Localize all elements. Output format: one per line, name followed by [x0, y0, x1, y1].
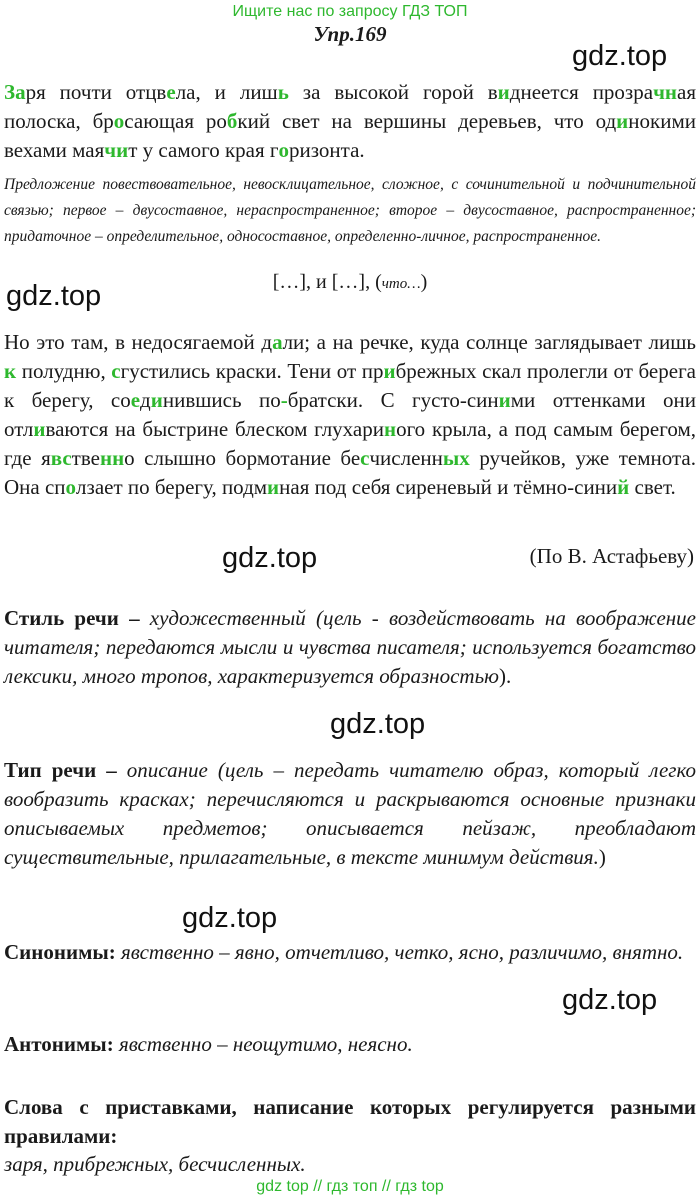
- synonyms-text: явственно – явно, отчетливо, четко, ясно, различимо, внятно.: [115, 940, 684, 964]
- synonyms-label: Синонимы:: [4, 940, 116, 964]
- style-label: Стиль речи –: [4, 606, 140, 630]
- highlight: а: [272, 330, 283, 354]
- highlight: и: [267, 475, 280, 499]
- text-run: лзает по берегу, подм: [76, 475, 268, 499]
- text-run: ризонта.: [289, 138, 365, 162]
- watermark-4: gdz.top: [330, 708, 426, 740]
- watermark-5: gdz.top: [182, 902, 278, 934]
- text-run: нившись по: [162, 388, 281, 412]
- text-run: Но это там, в недосягаемой д: [4, 330, 273, 354]
- footer-links[interactable]: gdz top // гдз топ // гдз top: [256, 1178, 444, 1195]
- text-run: свет.: [629, 475, 676, 499]
- antonyms-label: Антонимы:: [4, 1032, 114, 1056]
- text-run: днеется прозра: [509, 80, 654, 104]
- scheme-close: ): [420, 271, 428, 293]
- text-run: ла, и лиш: [175, 80, 278, 104]
- highlight: е: [130, 388, 141, 412]
- highlight: ь: [277, 80, 289, 104]
- highlight: о: [113, 109, 125, 133]
- scheme-word: что…: [381, 276, 421, 292]
- exercise-title: Упр.169: [313, 22, 387, 46]
- text-run: полудню,: [16, 359, 112, 383]
- highlight: е: [166, 80, 176, 104]
- highlight: б: [226, 109, 238, 133]
- style-end: ).: [498, 664, 512, 688]
- highlight: и: [116, 138, 129, 162]
- type-description: (цель – передать читателю образ, который легко вообразить красках; перечисляются и раскрываются основные признаки описываемых предметов; описывается пейзаж, преобладают существительные, прилагательные, в тексте минимум действия.: [4, 758, 696, 869]
- text-run: сающая ро: [124, 109, 227, 133]
- highlight: и: [150, 388, 163, 412]
- author-credit: (По В. Астафьеву): [529, 544, 694, 568]
- antonyms: [4, 1030, 696, 1059]
- text-run: о слышно бормотание бе: [124, 446, 361, 470]
- text-run: ная под себя сиреневый и тёмно-сини: [279, 475, 618, 499]
- text-run: ручейков, уже темнота. Она сп: [4, 446, 697, 499]
- style-description: (цель - воздействовать на воображение читателя; передаются мысли и чувства писателя; используется богатство лексики, много тропов, характеризуется образностью: [4, 606, 696, 688]
- highlight: и: [498, 388, 511, 412]
- text-run: ли; а на речке, куда солнце заглядывает лишь: [282, 330, 696, 354]
- text-paragraph-1: [4, 78, 696, 165]
- text-run: ая полоска, бр: [4, 80, 696, 133]
- highlight: н: [383, 417, 397, 441]
- highlight: вс: [50, 446, 72, 470]
- text-run: братски. С густо-син: [287, 388, 499, 412]
- highlight: и: [383, 359, 396, 383]
- speech-type: [4, 756, 696, 872]
- watermark-6: gdz.top: [562, 984, 658, 1016]
- text-run: ми оттенками они отл: [4, 388, 696, 441]
- highlight: о: [278, 138, 290, 162]
- highlight: З: [4, 80, 16, 104]
- type-end: ): [598, 845, 606, 869]
- highlight: а: [15, 80, 26, 104]
- highlight: ч: [104, 138, 117, 162]
- speech-style: [4, 604, 696, 691]
- prefixes-text: заря, прибрежных, бесчисленных.: [4, 1152, 306, 1176]
- antonyms-tail: неощутимо, неясно.: [232, 1032, 413, 1056]
- text-run: т у самого края г: [128, 138, 279, 162]
- highlight: чн: [653, 80, 678, 104]
- watermark-2: gdz.top: [6, 280, 102, 312]
- highlight: и: [616, 109, 629, 133]
- style-value: художественный: [139, 606, 306, 630]
- text-run: д: [140, 388, 151, 412]
- type-label: Тип речи –: [4, 758, 117, 782]
- highlight: -: [280, 388, 288, 412]
- watermark-3: gdz.top: [222, 542, 318, 574]
- prefix-words-heading: [4, 1093, 696, 1151]
- text-run: за высокой горой в: [288, 80, 498, 104]
- text-run: кий свет на вершины деревьев, что од: [237, 109, 617, 133]
- highlight: о: [65, 475, 77, 499]
- scheme-main: […], и […], (: [272, 271, 382, 293]
- text-run: брежных скал пролегли от берега к берегу, со: [4, 359, 697, 412]
- watermark-1: gdz.top: [572, 40, 668, 72]
- sentence-analysis: Предложение повествовательное, невосклицательное, сложное, с сочинительной и подчинительной связью; первое – двусоставное, нераспространенное; второе – двусоставное, распространенное; придаточное – определительное, односоставное, определенно-личное, распространенное.: [4, 176, 696, 245]
- highlight: с: [111, 359, 121, 383]
- text-run: ого крыла, а под самым берегом, где я: [4, 417, 696, 470]
- prefix-words: [4, 1150, 696, 1179]
- antonyms-text: явственно –: [113, 1032, 233, 1056]
- text-run: нокими вехами мая: [4, 109, 696, 162]
- text-run: тве: [71, 446, 100, 470]
- highlight: й: [617, 475, 630, 499]
- highlight: к: [4, 359, 17, 383]
- synonyms: [4, 938, 696, 967]
- text-paragraph-2: [4, 328, 696, 502]
- highlight: и: [497, 80, 510, 104]
- type-value: описание: [116, 758, 208, 782]
- sentence-scheme: [0, 271, 700, 294]
- highlight: нн: [99, 446, 125, 470]
- text-run: ваются на быстрине блеском глухари: [45, 417, 384, 441]
- text-run: ря почти отцв: [25, 80, 167, 104]
- prefixes-label: Слова с приставками, написание которых регулируется разными правилами:: [4, 1095, 696, 1148]
- highlight: и: [33, 417, 46, 441]
- search-link[interactable]: Ищите нас по запросу ГДЗ ТОП: [232, 3, 468, 20]
- text-run: численн: [369, 446, 443, 470]
- highlight: с: [360, 446, 370, 470]
- text-run: густились краски. Тени от пр: [120, 359, 384, 383]
- highlight: ых: [442, 446, 470, 470]
